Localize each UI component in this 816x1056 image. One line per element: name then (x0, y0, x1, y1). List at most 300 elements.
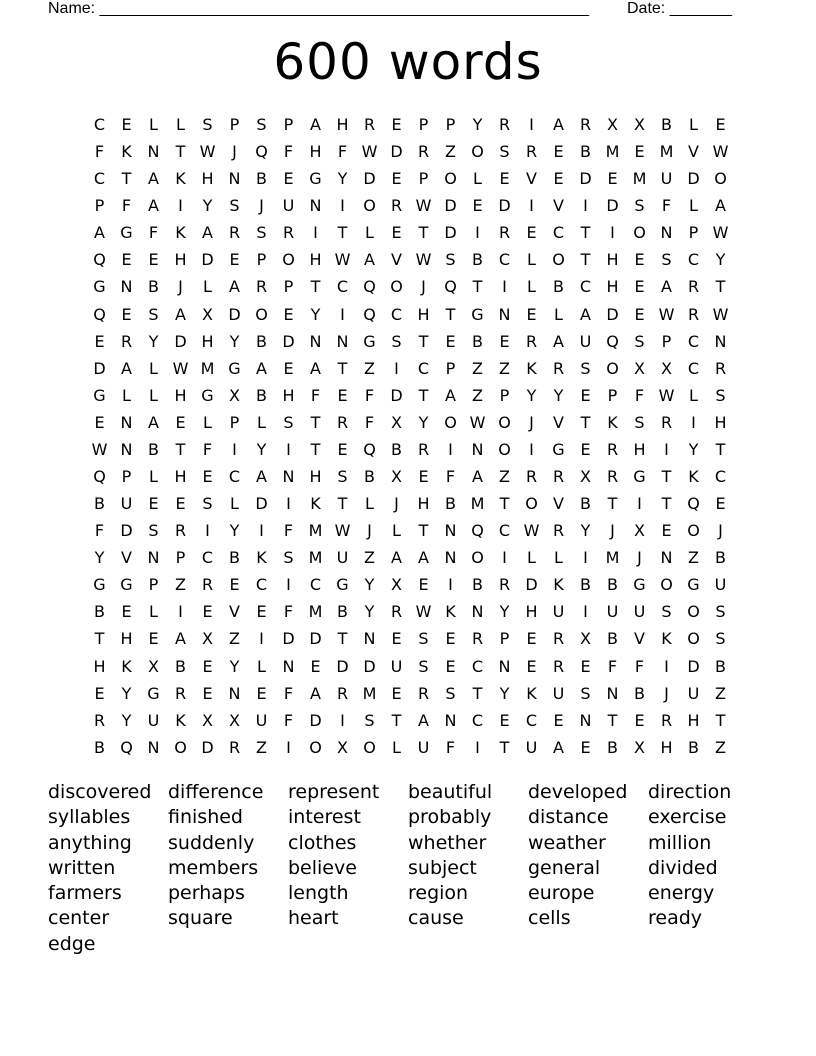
grid-letter: O (687, 602, 700, 622)
grid-letter: G (552, 439, 565, 459)
grid-letter: I (664, 656, 669, 676)
grid-letter: R (417, 439, 430, 459)
grid-letter: D (282, 629, 295, 649)
grid-letter: O (687, 521, 700, 541)
grid-letter: L (554, 304, 563, 324)
grid-letter: E (580, 385, 591, 405)
grid-letter: E (391, 683, 402, 703)
grid-letter: E (607, 169, 618, 189)
grid-letter: O (552, 250, 565, 270)
grid-letter: R (552, 656, 565, 676)
grid-letter: Y (499, 683, 510, 703)
grid-letter: D (687, 169, 700, 189)
grid-letter: G (363, 331, 376, 351)
grid-letter: E (580, 656, 591, 676)
grid-letter: I (529, 439, 534, 459)
grid-letter: M (200, 358, 215, 378)
grid-letter: Y (94, 548, 105, 568)
grid-letter: T (418, 331, 429, 351)
grid-letter: E (337, 439, 348, 459)
grid-letter: H (309, 250, 322, 270)
grid-letter: K (553, 575, 564, 595)
grid-letter: E (715, 115, 726, 134)
grid-letter: O (660, 575, 673, 595)
grid-letter: L (149, 602, 158, 622)
grid-letter: D (255, 494, 268, 514)
grid-letter: S (715, 385, 726, 405)
grid-letter: W (658, 385, 675, 405)
grid-letter: P (688, 223, 699, 243)
grid-letter: C (714, 467, 727, 487)
grid-letter: Y (310, 304, 321, 324)
grid-letter: Q (93, 250, 106, 270)
grid-letter: I (178, 602, 183, 622)
grid-letter: Y (121, 683, 132, 703)
grid-letter: B (175, 656, 186, 676)
grid-letter: D (606, 196, 619, 216)
grid-letter: I (583, 548, 588, 568)
grid-letter: V (391, 250, 402, 270)
grid-letter: P (418, 169, 429, 189)
grid-letter: D (498, 196, 511, 216)
grid-letter: X (580, 629, 591, 649)
grid-letter: X (229, 710, 240, 730)
grid-letter: M (308, 548, 323, 568)
grid-letter: L (392, 737, 401, 757)
grid-letter: S (229, 196, 240, 216)
grid-letter: A (553, 331, 564, 351)
grid-letter: P (229, 412, 240, 432)
grid-letter: L (527, 250, 536, 270)
grid-letter: F (607, 656, 618, 676)
grid-letter: E (202, 656, 213, 676)
grid-letter: L (392, 521, 401, 541)
grid-letter: B (391, 439, 402, 459)
grid-letter: A (148, 169, 159, 189)
grid-letter: B (580, 575, 591, 595)
grid-letter: S (337, 467, 348, 487)
grid-letter: X (634, 115, 645, 134)
grid-letter: T (310, 439, 321, 459)
grid-letter: A (94, 223, 105, 243)
grid-letter: U (336, 548, 349, 568)
word-bank-item: general (528, 856, 601, 879)
grid-letter: C (471, 656, 484, 676)
grid-letter: K (256, 548, 267, 568)
grid-letter: S (661, 250, 672, 270)
grid-letter: D (444, 223, 457, 243)
grid-letter: I (610, 223, 615, 243)
word-bank-item: discovered (48, 781, 152, 803)
grid-letter: J (529, 412, 534, 432)
grid-letter: U (120, 494, 133, 514)
grid-letter: E (229, 250, 240, 270)
grid-letter: U (633, 602, 646, 622)
grid-letter: P (121, 467, 132, 487)
grid-letter: U (147, 710, 160, 730)
grid-letter: S (580, 358, 591, 378)
grid-letter: P (256, 250, 267, 270)
grid-letter: R (552, 521, 565, 541)
grid-letter: P (499, 385, 510, 405)
grid-letter: L (257, 656, 266, 676)
grid-letter: M (605, 548, 620, 568)
grid-letter: A (310, 683, 321, 703)
grid-letter: F (148, 223, 159, 243)
grid-letter: E (391, 115, 402, 134)
grid-letter: I (286, 439, 291, 459)
grid-letter: F (94, 142, 105, 162)
grid-letter: R (201, 575, 214, 595)
word-bank-item: ready (648, 907, 703, 930)
grid-letter: L (689, 115, 698, 134)
grid-letter: F (202, 439, 213, 459)
grid-letter: B (337, 602, 348, 622)
grid-letter: Q (687, 494, 700, 514)
word-bank-item: cells (528, 907, 571, 930)
grid-letter: M (362, 683, 377, 703)
grid-letter: U (579, 331, 592, 351)
grid-letter: Y (202, 196, 213, 216)
grid-letter: E (553, 169, 564, 189)
grid-letter: H (201, 331, 214, 351)
grid-letter: H (417, 494, 430, 514)
grid-letter: V (553, 412, 564, 432)
grid-letter: E (445, 656, 456, 676)
grid-letter: R (174, 521, 187, 541)
grid-letter: O (471, 548, 484, 568)
grid-letter: E (121, 115, 132, 134)
grid-letter: D (390, 142, 403, 162)
grid-letter: I (691, 412, 696, 432)
grid-letter: A (121, 358, 132, 378)
word-bank-item: million (648, 831, 712, 854)
grid-letter: I (205, 521, 210, 541)
word-bank-item: suddenly (168, 831, 255, 854)
grid-letter: E (202, 467, 213, 487)
grid-letter: Q (471, 521, 484, 541)
grid-letter: I (259, 629, 264, 649)
grid-letter: R (498, 223, 511, 243)
grid-letter: T (715, 277, 726, 297)
grid-letter: F (121, 196, 132, 216)
grid-letter: T (661, 494, 672, 514)
grid-letter: E (553, 142, 564, 162)
grid-letter: E (526, 304, 537, 324)
grid-letter: O (255, 304, 268, 324)
grid-letter: E (526, 629, 537, 649)
grid-letter: T (418, 223, 429, 243)
grid-letter: S (283, 412, 294, 432)
grid-letter: D (120, 521, 133, 541)
grid-letter: I (178, 196, 183, 216)
grid-letter: D (201, 737, 214, 757)
grid-letter: E (391, 629, 402, 649)
grid-letter: O (633, 223, 646, 243)
grid-letter: C (552, 223, 565, 243)
grid-letter: H (606, 277, 619, 297)
grid-letter: O (687, 629, 700, 649)
grid-letter: L (203, 277, 212, 297)
grid-letter: K (310, 494, 321, 514)
grid-letter: A (553, 115, 564, 134)
grid-letter: C (93, 115, 106, 134)
grid-letter: R (282, 223, 295, 243)
grid-letter: R (498, 115, 511, 134)
grid-letter: L (689, 385, 698, 405)
grid-letter: I (475, 737, 480, 757)
grid-letter: Q (93, 304, 106, 324)
date-field[interactable]: Date: _______ (627, 0, 732, 17)
grid-letter: L (689, 196, 698, 216)
grid-letter: T (715, 710, 726, 730)
grid-letter: D (93, 358, 106, 378)
grid-letter: F (283, 142, 294, 162)
grid-letter: I (286, 737, 291, 757)
grid-letter: U (417, 737, 430, 757)
grid-letter: Q (363, 304, 376, 324)
grid-letter: F (445, 737, 456, 757)
grid-letter: J (259, 196, 264, 216)
grid-letter: W (334, 521, 351, 541)
grid-letter: X (229, 385, 240, 405)
grid-letter: S (445, 683, 456, 703)
grid-letter: K (661, 629, 672, 649)
grid-letter: W (469, 412, 486, 432)
grid-letter: V (553, 494, 564, 514)
grid-letter: U (282, 196, 295, 216)
grid-letter: F (661, 196, 672, 216)
grid-letter: P (445, 358, 456, 378)
grid-letter: K (607, 412, 618, 432)
grid-letter: T (337, 629, 348, 649)
grid-letter: U (687, 683, 700, 703)
grid-letter: B (148, 277, 159, 297)
grid-letter: F (364, 412, 375, 432)
grid-letter: L (122, 385, 131, 405)
grid-letter: E (472, 196, 483, 216)
grid-letter: N (282, 656, 295, 676)
grid-letter: N (228, 683, 241, 703)
grid-letter: W (415, 196, 432, 216)
grid-letter: R (255, 277, 268, 297)
grid-letter: T (391, 710, 402, 730)
grid-letter: L (149, 385, 158, 405)
grid-letter: I (448, 575, 453, 595)
grid-letter: S (634, 331, 645, 351)
grid-letter: C (498, 250, 511, 270)
grid-letter: R (552, 629, 565, 649)
grid-letter: P (661, 331, 672, 351)
grid-letter: F (634, 656, 645, 676)
grid-letter: W (658, 304, 675, 324)
grid-letter: S (634, 196, 645, 216)
grid-letter: Y (418, 412, 429, 432)
word-bank-item: distance (528, 806, 609, 829)
grid-letter: D (444, 196, 457, 216)
grid-letter: Y (364, 575, 375, 595)
grid-letter: H (201, 169, 214, 189)
grid-letter: F (634, 385, 645, 405)
word-bank-item: center (48, 907, 110, 930)
word-bank-item: perhaps (168, 882, 245, 905)
grid-letter: H (660, 737, 673, 757)
grid-letter: K (175, 223, 186, 243)
grid-letter: R (336, 683, 349, 703)
grid-letter: V (688, 142, 699, 162)
grid-letter: B (607, 629, 618, 649)
word-bank-item: edge (48, 932, 96, 955)
grid-letter: N (498, 304, 511, 324)
grid-letter: S (418, 629, 429, 649)
grid-letter: H (93, 656, 106, 676)
grid-letter: Z (364, 358, 375, 378)
grid-letter: R (228, 737, 241, 757)
grid-letter: I (394, 358, 399, 378)
grid-letter: N (147, 142, 160, 162)
grid-letter: K (121, 656, 132, 676)
grid-letter: B (256, 331, 267, 351)
grid-letter: M (632, 169, 647, 189)
grid-letter: E (148, 494, 159, 514)
grid-letter: N (336, 331, 349, 351)
grid-letter: C (471, 710, 484, 730)
grid-letter: A (580, 304, 591, 324)
grid-letter: H (633, 439, 646, 459)
grid-letter: K (526, 358, 537, 378)
grid-letter: X (391, 412, 402, 432)
grid-letter: S (391, 331, 402, 351)
grid-letter: I (340, 196, 345, 216)
grid-letter: O (498, 439, 511, 459)
grid-letter: E (634, 142, 645, 162)
grid-letter: E (202, 683, 213, 703)
word-bank-item: probably (408, 806, 492, 829)
grid-letter: S (283, 548, 294, 568)
grid-letter: E (526, 656, 537, 676)
page-title: 600 words (273, 33, 543, 91)
grid-letter: N (120, 412, 133, 432)
grid-letter: E (499, 710, 510, 730)
grid-letter: S (148, 521, 159, 541)
grid-letter: T (580, 223, 591, 243)
grid-letter: N (444, 548, 457, 568)
grid-letter: J (232, 142, 237, 162)
grid-letter: T (310, 277, 321, 297)
word-bank-item: divided (648, 856, 718, 879)
grid-letter: K (688, 467, 699, 487)
grid-letter: F (283, 710, 294, 730)
word-bank-item: subject (408, 856, 477, 879)
grid-letter: H (687, 710, 700, 730)
grid-letter: U (552, 602, 565, 622)
grid-letter: S (715, 602, 726, 622)
grid-letter: E (256, 602, 267, 622)
grid-letter: N (498, 656, 511, 676)
grid-letter: E (391, 223, 402, 243)
grid-letter: E (715, 494, 726, 514)
grid-letter: P (607, 385, 618, 405)
grid-letter: O (471, 142, 484, 162)
grid-letter: A (175, 629, 186, 649)
grid-letter: B (688, 737, 699, 757)
grid-letter: S (418, 656, 429, 676)
word-bank-item: whether (408, 831, 487, 854)
grid-letter: N (471, 602, 484, 622)
grid-letter: Y (148, 331, 159, 351)
word-bank-item: region (408, 882, 469, 905)
grid-letter: L (149, 358, 158, 378)
grid-letter: T (472, 683, 483, 703)
word-bank-item: energy (648, 882, 715, 905)
grid-letter: N (228, 169, 241, 189)
grid-letter: B (715, 656, 726, 676)
grid-letter: E (121, 250, 132, 270)
grid-letter: N (309, 196, 322, 216)
grid-letter: R (498, 575, 511, 595)
grid-letter: H (606, 250, 619, 270)
word-bank-item: europe (528, 882, 595, 905)
grid-letter: N (660, 223, 673, 243)
grid-letter: N (606, 683, 619, 703)
grid-letter: Z (715, 683, 726, 703)
grid-letter: A (445, 385, 456, 405)
grid-letter: Q (363, 277, 376, 297)
grid-letter: T (310, 412, 321, 432)
grid-letter: T (175, 142, 186, 162)
grid-letter: A (175, 304, 186, 324)
grid-letter: Y (499, 602, 510, 622)
word-bank (48, 780, 768, 957)
grid-letter: H (174, 385, 187, 405)
grid-letter: S (148, 304, 159, 324)
grid-letter: M (470, 494, 485, 514)
grid-letter: A (202, 223, 213, 243)
grid-letter: F (283, 602, 294, 622)
grid-letter: U (660, 169, 673, 189)
grid-letter: G (309, 169, 322, 189)
grid-letter: F (337, 142, 348, 162)
grid-letter: E (94, 331, 105, 351)
grid-letter: P (148, 575, 159, 595)
grid-letter: G (120, 575, 133, 595)
grid-letter: B (148, 439, 159, 459)
grid-letter: W (199, 142, 216, 162)
word-bank-item: members (168, 856, 259, 879)
grid-letter: E (94, 412, 105, 432)
word-bank-item: beautiful (408, 781, 493, 803)
grid-letter: Y (553, 385, 564, 405)
grid-letter: B (661, 115, 672, 134)
grid-letter: G (93, 277, 106, 297)
grid-letter: E (499, 169, 510, 189)
grid-letter: N (444, 710, 457, 730)
grid-letter: E (121, 602, 132, 622)
grid-letter: Q (606, 331, 619, 351)
grid-letter: S (364, 710, 375, 730)
grid-letter: T (580, 412, 591, 432)
grid-letter: S (256, 115, 267, 134)
name-field[interactable]: Name: _______________________________________________________ (48, 0, 589, 17)
grid-letter: N (282, 467, 295, 487)
word-bank-item: length (288, 882, 349, 905)
grid-letter: H (282, 385, 295, 405)
grid-letter: Q (120, 737, 133, 757)
grid-letter: Y (688, 439, 699, 459)
grid-letter: R (606, 467, 619, 487)
word-bank-item: anything (48, 831, 132, 854)
grid-letter: V (229, 602, 240, 622)
